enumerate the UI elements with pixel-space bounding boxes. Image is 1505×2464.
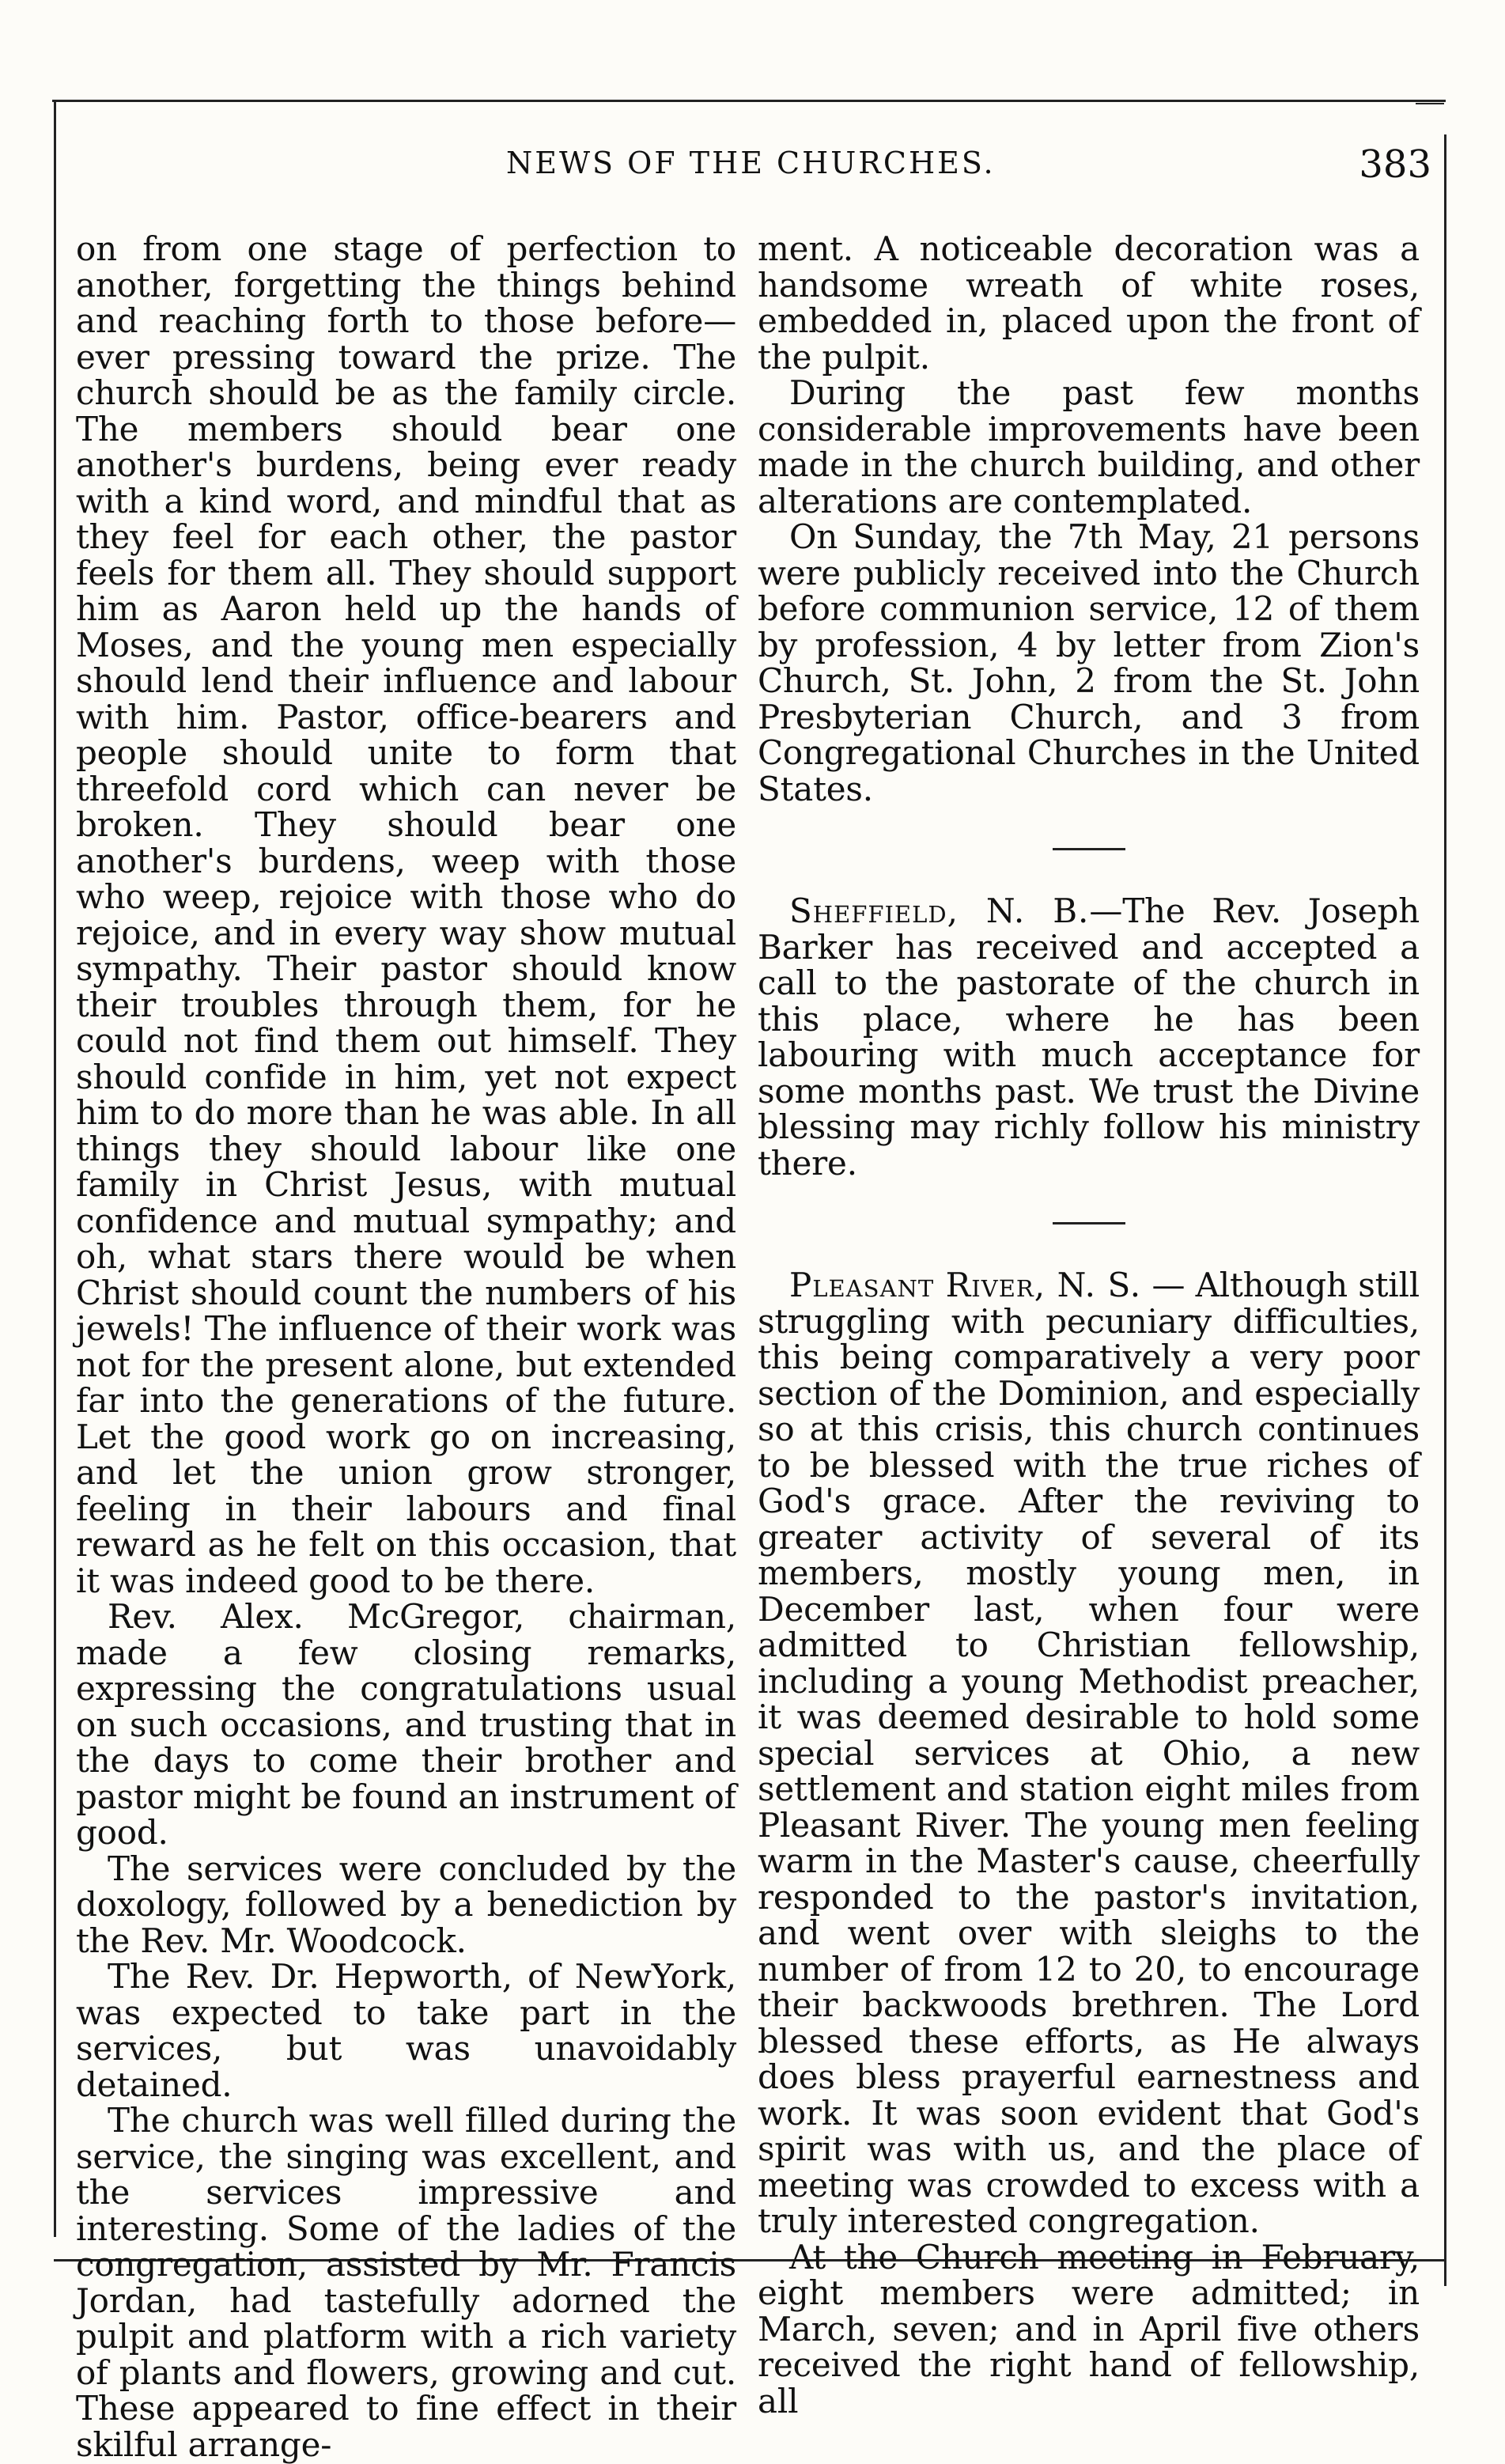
- place-heading: Pleasant River, N. S.: [789, 1266, 1142, 1304]
- paragraph: During the past few months considerable improvements have been made in the church building, and other alterations are contemplated.: [758, 373, 1420, 520]
- place-heading: Sheffield, N. B.: [789, 891, 1090, 930]
- top-right-rule: [1416, 103, 1444, 104]
- running-header: [506, 141, 1431, 188]
- page-number: 383: [1359, 142, 1431, 187]
- item-text: —The Rev. Joseph Barker has received and accepted a call to the pastorate of the church in this place, where he has been labouring with much acceptance for some months past. We trust the Divine blessing may richly follow his ministry there.: [758, 891, 1420, 1183]
- paragraph: Rev. Alex. McGregor, chairman, made a few closing remarks, expressing the congratulations usual on such occasions, and trusting that in the days to come their brother and pastor might be found an instrument of good.: [76, 1597, 736, 1852]
- pleasant-river-item: [758, 1267, 1420, 2239]
- right-column: [758, 231, 1420, 2419]
- left-border-rule: [54, 101, 56, 2237]
- paragraph: on from one stage of perfection to another, forgetting the things behind and reaching forth to those before—ever pressing toward the prize. The church should be as the family circle. The members should bear one another's burdens, being ever ready with a kind word, and mindful that as they feel for each other, the pastor feels for them all. They should support him as Aaron held up the hands of Moses, and the young men especially should lend their influence and labour with him. Pastor, office-bearers and people should unite to form that threefold cord which can never be broken. They should bear one another's burdens, weep with those who weep, rejoice with those who do rejoice, and in every way show mutual sympathy. Their pastor should know their troubles through them, for he could not find them out himself. They should confide in him, yet not expect him to do more than he was able. In all things they should labour like one family in Christ Jesus, with mutual confidence and mutual sympathy; and oh, what stars there would be when Christ should count the numbers of his jewels! The influence of their work was not for the present alone, but extended far into the generations of the future. Let the good work go on increasing, and let the union grow stronger, feeling in their labours and final reward as he felt on this occasion, that it was indeed good to be there.: [76, 229, 736, 1600]
- page-title: NEWS OF THE CHURCHES.: [506, 146, 996, 180]
- section-separator: [1053, 848, 1125, 850]
- left-column: [76, 231, 736, 2462]
- paragraph: The services were concluded by the doxology, followed by a benediction by the Rev. Mr. Woodcock.: [76, 1849, 736, 1960]
- paragraph: The church was well filled during the service, the singing was excellent, and the services impressive and interesting. Some of the ladies of the congregation, assisted by Mr. Francis Jordan, had tastefully adorned the pulpit and platform with a rich variety of plants and flowers, growing and cut. These appeared to fine effect in their skilful arrange-: [76, 2101, 736, 2464]
- right-border-rule: [1444, 134, 1446, 2286]
- paragraph: The Rev. Dr. Hepworth, of NewYork, was expected to take part in the services, but was unavoidably detained.: [76, 1957, 736, 2104]
- item-text: — Although still struggling with pecuniary difficulties, this being comparatively a very poor section of the Dominion, and especially so at this crisis, this church continues to be blessed with the true riches of God's grace. After the reviving to greater activity of several of its members, mostly young men, in December last, when four were admitted to Christian fellowship, including a young Methodist preacher, it was deemed desirable to hold some special services at Ohio, a new settlement and station eight miles from Pleasant River. The young men feeling warm in the Master's cause, cheerfully responded to the pastor's invitation, and went over with sleighs to the number of from 12 to 20, to encourage their backwoods brethren. The Lord blessed these efforts, as He always does bless prayerful earnestness and work. It was soon evident that God's spirit was with us, and the place of meeting was crowded to excess with a truly interested congregation.: [758, 1266, 1420, 2240]
- sheffield-item: [758, 893, 1420, 1181]
- paragraph: ment. A noticeable decoration was a handsome wreath of white roses, embedded in, placed upon the front of the pulpit.: [758, 229, 1420, 377]
- section-separator: [1053, 1222, 1125, 1224]
- paragraph: At the Church meeting in February, eight members were admitted; in March, seven; and in April five others received the right hand of fellowship, all: [758, 2237, 1420, 2420]
- top-border-rule: [52, 100, 1446, 102]
- paragraph: On Sunday, the 7th May, 21 persons were publicly received into the Church before communion service, 12 of them by profession, 4 by letter from Zion's Church, St. John, 2 from the St. John Presbyterian Church, and 3 from Congregational Churches in the United States.: [758, 517, 1420, 808]
